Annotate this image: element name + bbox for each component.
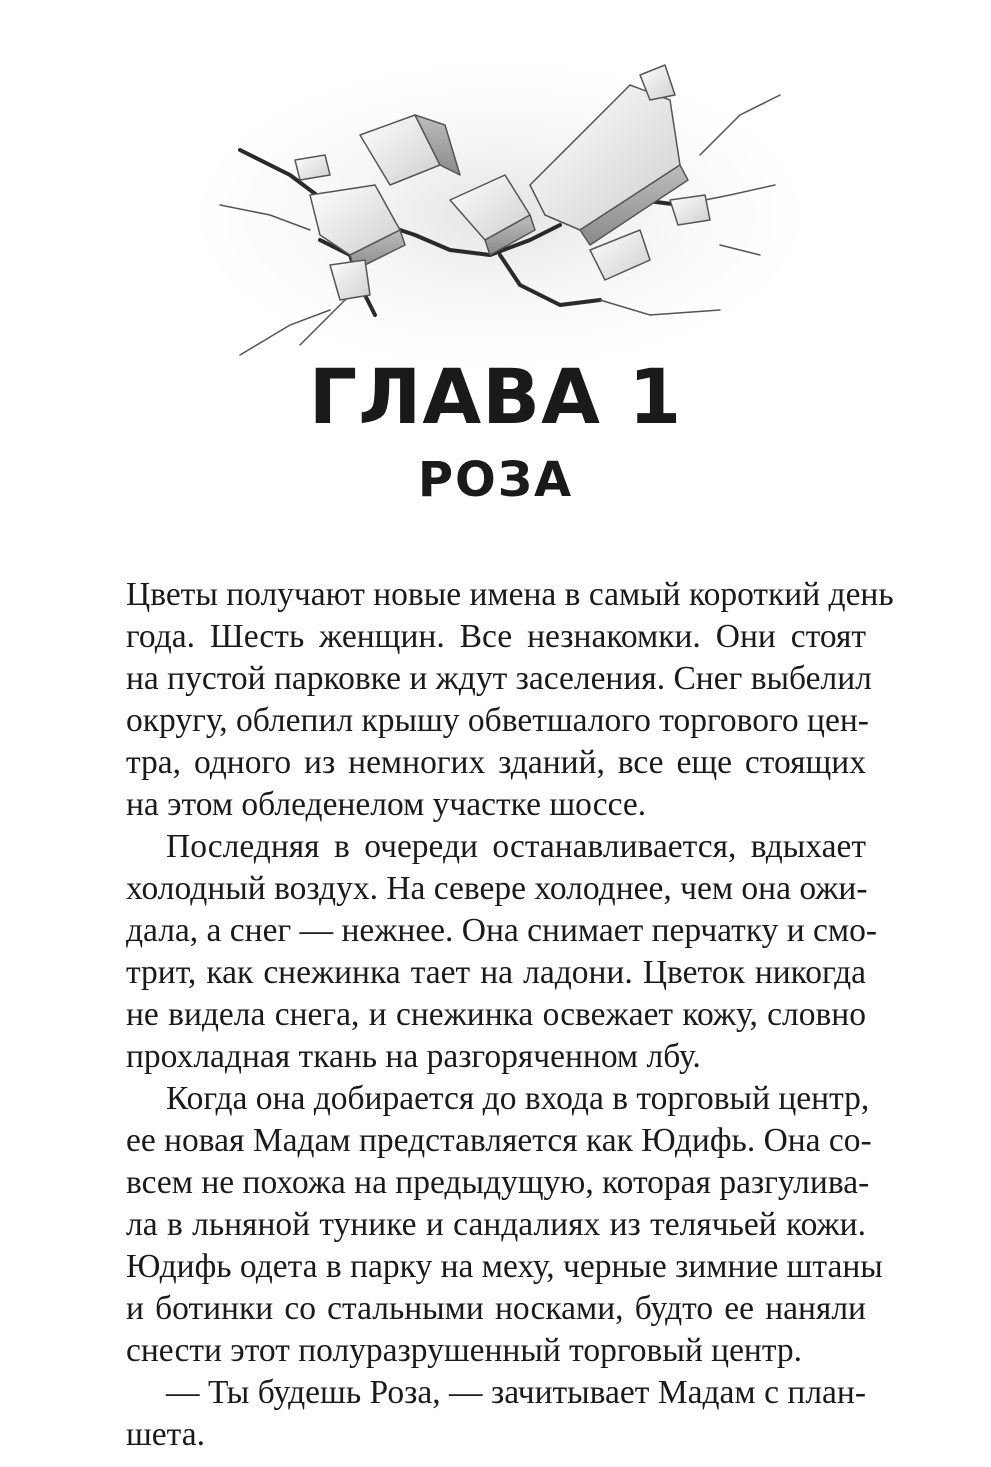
- cracked-ground-icon: [200, 55, 800, 365]
- text-line: округу, облепил крышу обветшалого торгового цен-: [126, 702, 869, 739]
- text-line: года. Шесть женщин. Все незнакомки. Они стоят: [126, 618, 866, 655]
- text-line: — Ты будешь Роза, — зачитывает Мадам с план-: [166, 1374, 866, 1411]
- text-line: Юдифь одета в парку на меху, черные зимние штаны: [126, 1248, 883, 1285]
- text-line: тра, одного из немногих зданий, все еще стоящих: [126, 744, 866, 781]
- chapter-title: РОЗА: [417, 452, 574, 508]
- paragraph-3: [126, 1078, 883, 1372]
- text-line: на пустой парковке и ждут заселения. Снег выбелил: [126, 660, 872, 697]
- text-line: и ботинки со стальными носками, будто ее наняли: [126, 1290, 866, 1327]
- text-line: ла в льняной тунике и сандалиях из телячьей кожи.: [126, 1206, 866, 1243]
- paragraph-4: [126, 1372, 866, 1456]
- text-line: не видела снега, и снежинка освежает кожу, словно: [126, 996, 866, 1033]
- chapter-body: [126, 574, 894, 1456]
- text-line: дала, а снег — нежнее. Она снимает перчатку и смо-: [126, 912, 878, 949]
- text-line: Последняя в очереди останавливается, вдыхает: [166, 828, 866, 865]
- text-line: всем не похожа на предыдущую, которая разгулива-: [126, 1164, 870, 1201]
- chapter-number: ГЛАВА 1: [308, 352, 683, 441]
- paragraph-1: [126, 574, 894, 826]
- text-line: трит, как снежинка тает на ладони. Цветок никогда: [126, 954, 866, 991]
- text-line: снести этот полуразрушенный торговый центр.: [126, 1332, 803, 1369]
- text-line: шета.: [126, 1416, 205, 1453]
- text-line: прохладная ткань на разгоряченном лбу.: [126, 1038, 701, 1075]
- text-line: на этом обледенелом участке шоссе.: [126, 786, 647, 823]
- text-line: ее новая Мадам представляется как Юдифь. Она со-: [126, 1122, 872, 1159]
- text-line: холодный воздух. На севере холоднее, чем она ожи-: [126, 870, 868, 907]
- text-line: Цветы получают новые имена в самый короткий день: [126, 576, 894, 613]
- text-line: Когда она добирается до входа в торговый центр,: [166, 1080, 870, 1117]
- paragraph-2: [126, 826, 878, 1078]
